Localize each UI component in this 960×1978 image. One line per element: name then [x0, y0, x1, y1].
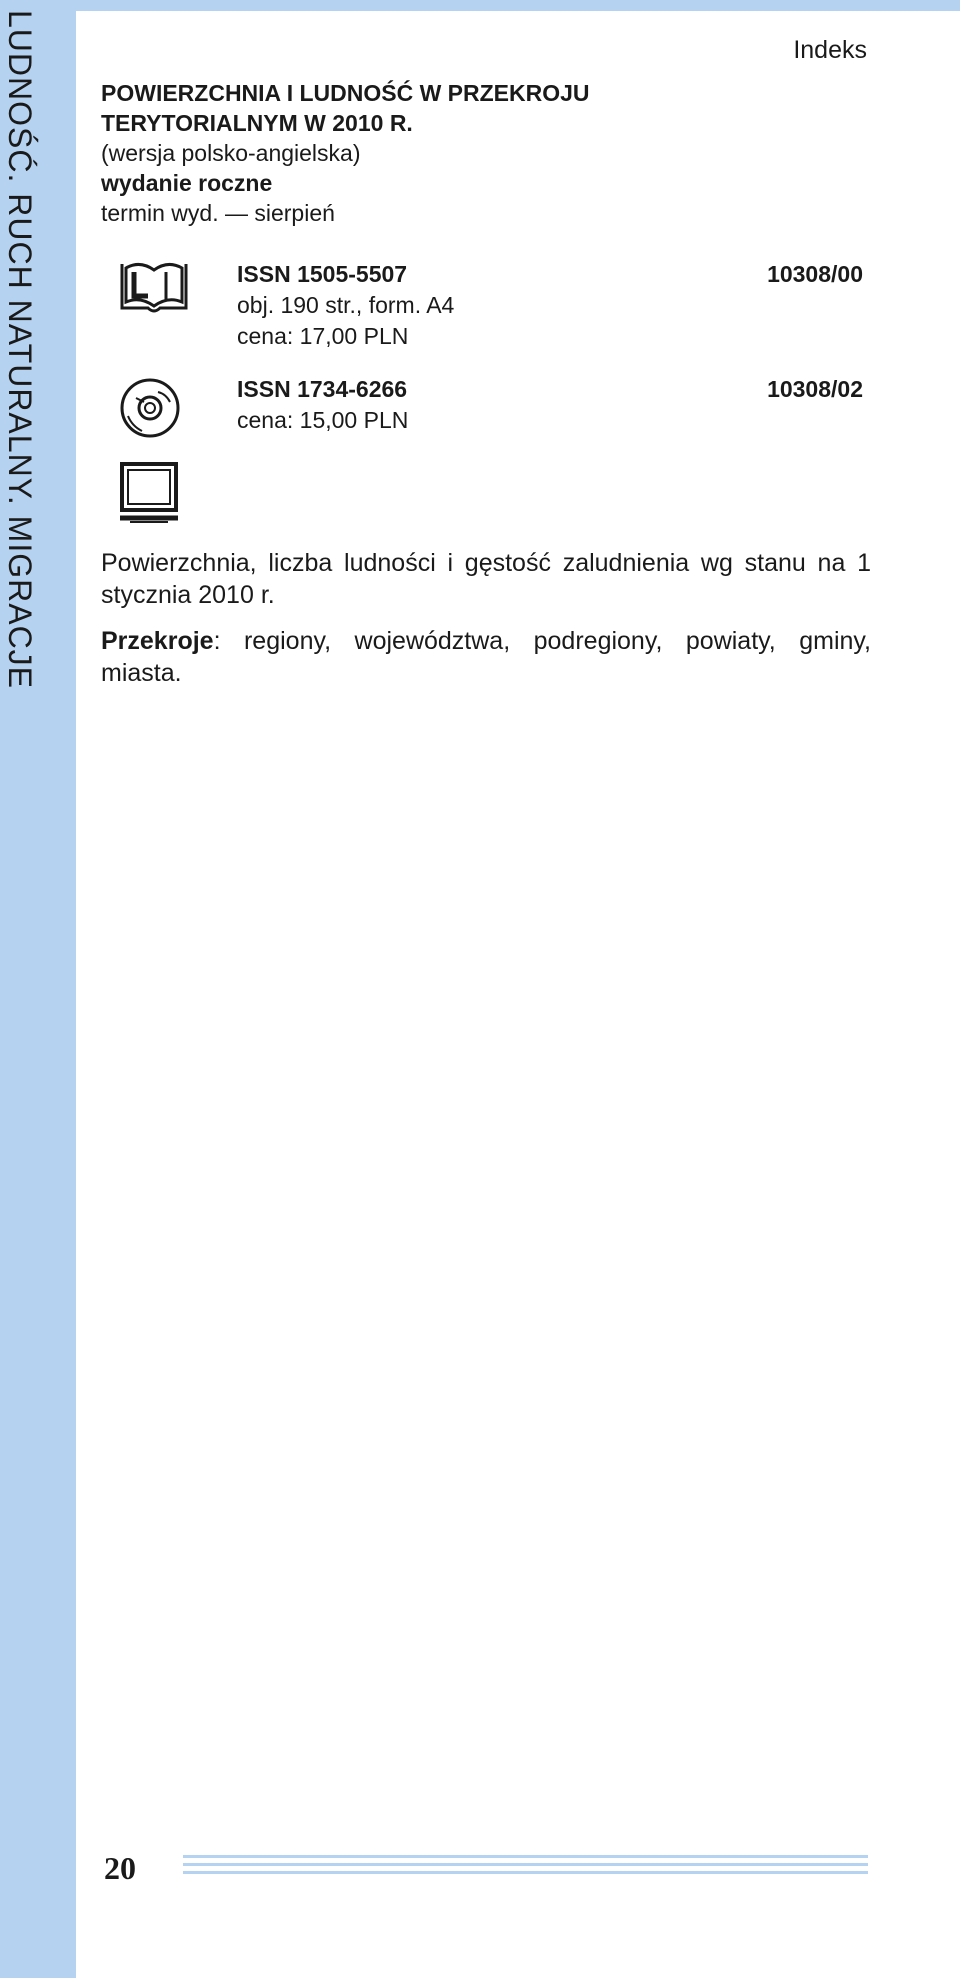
sections-label: Przekroje — [101, 627, 214, 655]
publication-release: termin wyd. — sierpień — [101, 200, 335, 226]
footer-line — [183, 1871, 868, 1874]
footer-line — [183, 1863, 868, 1866]
entry-code: 10308/00 — [767, 261, 863, 287]
publication-title-line2: TERYTORIALNYM W 2010 R. — [101, 110, 413, 136]
description-text: Powierzchnia, liczba ludności i gęstość zaludnienia wg stanu na 1 stycznia 2010 r. — [101, 549, 871, 609]
publication-header — [101, 78, 881, 228]
entry-print — [237, 259, 863, 352]
entry-code: 10308/02 — [767, 376, 863, 402]
index-label: Indeks — [793, 36, 867, 64]
monitor-icon — [118, 460, 180, 526]
entry-cd — [237, 374, 863, 436]
footer-rule — [183, 1855, 868, 1879]
entry-issn: ISSN 1505-5507 — [237, 261, 408, 287]
footer-line — [183, 1855, 868, 1858]
publication-version: (wersja polsko-angielska) — [101, 140, 361, 166]
entry-price: cena: 15,00 PLN — [237, 407, 409, 433]
side-accent-band — [0, 0, 76, 1978]
entry-issn: ISSN 1734-6266 — [237, 376, 408, 402]
cd-icon — [118, 376, 182, 440]
entry-price: cena: 17,00 PLN — [237, 323, 409, 349]
top-accent-band — [0, 0, 960, 11]
sections-paragraph — [101, 625, 871, 689]
book-icon — [118, 258, 190, 316]
entry-volume: obj. 190 str., form. A4 — [237, 292, 455, 318]
publication-title-line1: POWIERZCHNIA I LUDNOŚĆ W PRZEKROJU — [101, 80, 590, 106]
page-number: 20 — [104, 1850, 136, 1886]
section-title: LUDNOŚĆ. RUCH NATURALNY. MIGRACJE — [2, 10, 38, 690]
sections-text: : regiony, województwa, podregiony, powiaty, gminy, miasta. — [101, 627, 871, 687]
description — [101, 547, 871, 703]
publication-frequency: wydanie roczne — [101, 170, 273, 196]
